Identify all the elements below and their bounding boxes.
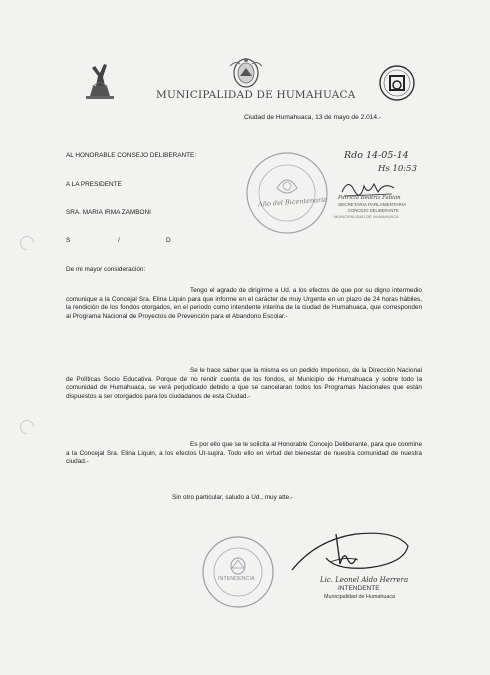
punch-hole-top — [17, 233, 37, 253]
intendencia-seal — [200, 534, 276, 610]
coat-of-arms-emblem — [226, 56, 266, 90]
paragraph-2: Se le hace saber que la misma es un pedido Imperioso, de la Dirección Nacional de Políticas Socio Educativa. Porque de no rendir cuenta de los fondos, el Municipio de Humahuaca y sobre todo la comunidad de Humahuaca, se verá perjudicado debido a que se cancelaran todos los Programas Nacionales que están dispuestos a ser otorgados para los ciudadanos de esta Ciudad.- — [66, 367, 422, 400]
mayor-name: Lic. Leonel Aldo Herrera — [320, 576, 409, 584]
paragraph-3: Es por ello que se le solicita al Honorable Concejo Deliberante, para que conmine a la Concejal Sra. Elina Liquin, a los efectos Ut-supra. Todo ello en virtud del bienestar de nuestra comunidad de nuestra ciudad.- — [66, 441, 422, 466]
received-date-handwritten: Rdo 14-05-14 — [344, 150, 409, 161]
recipient-line-1: AL HONORABLE CONSEJO DELIBERANTE: — [66, 152, 197, 159]
salutation-d: D — [166, 237, 171, 244]
council-round-stamp — [244, 150, 330, 236]
secretary-name: Patricia Beatriz Fabian — [338, 195, 401, 201]
paragraph-1: Tengo el agrado de dirigirme a Ud. a los efectos de que por su digno intermedio comunique a la Concejal Sra. Elina Liquin para que informe en el carácter de muy Urgente en un plazo de 24 horas hábiles, la rendición de los fondos otorgados, en el periodo como intendente interina de la ciudad de Humahuaca, que corresponden al Programa Nacional de Proyectos de Prevención para el Abandono Escolar.- — [66, 287, 422, 320]
stamp-inner-text: Año del Bicentenario — [257, 195, 328, 209]
municipality-title: MUNICIPALIDAD DE HUMAHUACA — [156, 89, 356, 101]
stamp-municipality: MUNICIPALIDAD DE HUMAHUACA — [334, 214, 399, 219]
greeting: De mi mayor consideración: — [66, 266, 146, 273]
world-heritage-logo — [378, 64, 416, 102]
punch-hole-bottom — [17, 417, 37, 437]
recipient-line-2: A LA PRESIDENTE — [66, 181, 122, 188]
monument-logo — [80, 56, 120, 102]
seal-center-text: INTENDENCIA — [218, 576, 255, 582]
mayor-title: INTENDENTE — [338, 585, 380, 592]
mayor-organization: Municipalidad de Humahuaca — [324, 594, 396, 600]
salutation-s: S — [66, 237, 71, 244]
date-line: Ciudad de Humahuaca, 13 de mayo de 2.014.- — [244, 114, 382, 121]
council-name: CONCEJO DELIBERANTE — [348, 208, 399, 213]
mayor-signature — [286, 520, 416, 576]
recipient-line-3: SRA. MARIA IRMA ZAMBONI — [66, 209, 151, 216]
closing: Sin otro particular, saludo a Ud., muy atte.- — [172, 494, 294, 501]
received-time-handwritten: Hs 10:53 — [378, 164, 417, 174]
secretary-title: SECRETARIA PARLAMENTARIA — [338, 202, 407, 207]
salutation-slash: / — [118, 237, 120, 244]
